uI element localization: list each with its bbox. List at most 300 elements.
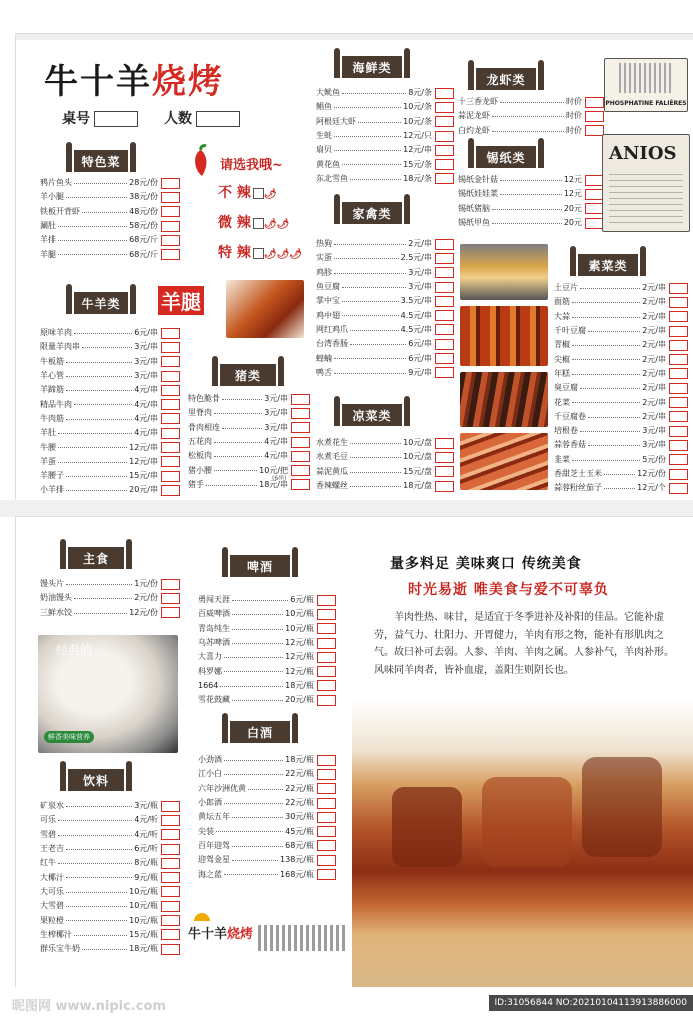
staple-list (40, 577, 180, 620)
item-name: 羊蹄筋 (40, 385, 64, 395)
dot-leader (66, 899, 127, 907)
dot-leader (350, 323, 399, 331)
menu-item-row (554, 367, 688, 381)
item-name: 蒜泥黄瓜 (316, 466, 348, 476)
item-name: 蒜蓉香菇 (554, 440, 586, 450)
menu-item-row (188, 392, 310, 406)
item-price: 2元/串 (642, 283, 666, 293)
menu-item-row (554, 338, 688, 352)
item-name: 小郎酒 (198, 798, 222, 808)
quantity-box[interactable] (317, 769, 336, 780)
item-price: 18元/盘 (403, 481, 432, 491)
quantity-box[interactable] (317, 609, 336, 620)
quantity-box[interactable] (291, 465, 310, 476)
menu-item-row (40, 483, 180, 497)
quantity-box[interactable] (435, 116, 454, 127)
quantity-box[interactable] (317, 840, 336, 851)
dot-leader (492, 124, 564, 132)
quantity-box[interactable] (585, 111, 604, 122)
quantity-box[interactable] (317, 826, 336, 837)
menu-item-row (458, 187, 604, 201)
menu-item-row (198, 796, 336, 810)
item-name: 韭菜 (554, 454, 570, 464)
item-price: 3元/串 (134, 356, 158, 366)
quantity-box[interactable] (669, 383, 688, 394)
item-price: 2元/串 (642, 368, 666, 378)
lamb-list (40, 326, 180, 498)
intro-paragraph: 羊肉性热、味甘，是适宜于冬季进补及补阳的佳品。它能补虚劳，益气力、壮阳力、开胃健力，羊肉有形之物，能补有形肌肉之气。故曰补可去弱。人参、羊肉、羊肉之属。人参补气，羊肉补形。风味同羊肉者，皆补血虚，盖阳生则阴长也。 (374, 612, 674, 676)
item-name: 鸡胗 (316, 267, 332, 277)
item-name: 白灼龙虾 (458, 125, 490, 135)
item-name: 六年沙洲优黄 (198, 783, 246, 793)
quantity-box[interactable] (435, 296, 454, 307)
item-price: 3元/串 (264, 408, 288, 418)
quantity-box[interactable] (435, 438, 454, 449)
quantity-box[interactable] (669, 483, 688, 494)
quantity-box[interactable] (435, 159, 454, 170)
quantity-box[interactable] (161, 858, 180, 869)
menu-item-row (316, 323, 454, 337)
item-price: 6元/串 (134, 328, 158, 338)
item-price: 12元 (563, 175, 582, 185)
quantity-box[interactable] (669, 440, 688, 451)
menu-item-row (554, 467, 688, 481)
menu-item-row (198, 853, 336, 867)
menu-item-row (40, 856, 180, 870)
dot-leader (334, 251, 399, 259)
quantity-box[interactable] (291, 394, 310, 405)
menu-item-row (458, 173, 604, 187)
dot-leader (232, 810, 283, 818)
quantity-box[interactable] (161, 221, 180, 232)
menu-item-row (198, 767, 336, 781)
item-price: 4.5元/串 (400, 310, 432, 320)
item-name: 网红鸡爪 (316, 324, 348, 334)
quantity-box[interactable] (161, 178, 180, 189)
item-price: 10元/把 (259, 465, 288, 475)
quantity-box[interactable] (317, 812, 336, 823)
quantity-box[interactable] (435, 239, 454, 250)
item-name: 羊排 (40, 235, 56, 245)
item-name: 松板肉 (188, 451, 212, 461)
item-name: 锡纸娃娃菜 (458, 189, 498, 199)
item-price: 2元/串 (642, 311, 666, 321)
item-name: 大蒜 (554, 311, 570, 321)
quantity-box[interactable] (317, 798, 336, 809)
menu-item-row (40, 591, 180, 605)
dot-leader (82, 205, 127, 213)
skewers-photo-2 (460, 372, 548, 427)
menu-item-row (198, 782, 336, 796)
quantity-box[interactable] (161, 607, 180, 618)
poultry-list (316, 237, 454, 380)
dot-leader (206, 478, 257, 486)
quantity-box[interactable] (161, 399, 180, 410)
quantity-box[interactable] (669, 297, 688, 308)
dot-leader (74, 176, 127, 184)
crayfish-list (458, 95, 604, 138)
item-price: 22元/瓶 (285, 769, 314, 779)
item-name: 羊腰子 (40, 471, 64, 481)
section-banner-pork: 猪类 (220, 364, 276, 386)
item-name: 江小白 (198, 769, 222, 779)
quantity-box[interactable] (435, 267, 454, 278)
dot-leader (66, 469, 127, 477)
page-gap (0, 500, 693, 517)
item-name: 牛板筋 (40, 356, 64, 366)
item-name: 馒头片 (40, 579, 64, 589)
quantity-box[interactable] (585, 97, 604, 108)
menu-item-row (316, 251, 454, 265)
quantity-box[interactable] (161, 593, 180, 604)
quantity-box[interactable] (669, 368, 688, 379)
quantity-box[interactable] (291, 451, 310, 462)
menu-item-row (316, 143, 454, 157)
dot-leader (58, 440, 127, 448)
table-number-field[interactable]: 桌号 (62, 108, 138, 128)
veg-list (554, 281, 688, 495)
item-name: 羊腿 (40, 249, 56, 259)
item-price: 10元/瓶 (129, 901, 158, 911)
quantity-box[interactable] (669, 469, 688, 480)
menu-item-row (188, 421, 310, 435)
watermark-id: ID:31056844 NO:20210104113913886000 (489, 995, 693, 1011)
menu-item-row (40, 233, 180, 247)
item-price: 6元/串 (408, 339, 432, 349)
menu-item-row (198, 636, 336, 650)
dot-leader (350, 337, 406, 345)
menu-item-row (554, 324, 688, 338)
item-name: 五花肉 (188, 437, 212, 447)
dot-leader (58, 813, 132, 821)
menu-item-row (40, 899, 180, 913)
menu-item-row (554, 295, 688, 309)
item-name: 臭豆腐 (554, 383, 578, 393)
item-name: 猪手 (188, 479, 204, 489)
menu-item-row (40, 870, 180, 884)
quantity-box[interactable] (161, 456, 180, 467)
quantity-box[interactable] (161, 801, 180, 812)
item-price: 2元/串 (642, 397, 666, 407)
dot-leader (224, 767, 283, 775)
item-name: 雪碧 (40, 829, 56, 839)
spicy-none-option[interactable]: 不 辣 🌶 (218, 185, 277, 201)
quantity-box[interactable] (161, 844, 180, 855)
item-name: 精品牛肉 (40, 399, 72, 409)
dot-leader (214, 435, 262, 443)
headline-1: 量多料足 美味爽口 传统美食 (390, 556, 582, 572)
quantity-box[interactable] (161, 249, 180, 260)
item-name: 锡纸金针菇 (458, 175, 498, 185)
dot-leader (572, 310, 640, 318)
quantity-box[interactable] (161, 471, 180, 482)
quantity-box[interactable] (161, 815, 180, 826)
quantity-box[interactable] (435, 88, 454, 99)
dot-leader (572, 352, 640, 360)
liquor-list (198, 753, 336, 882)
quantity-box[interactable] (669, 311, 688, 322)
item-name: 阿根廷大虾 (316, 116, 356, 126)
dot-leader (232, 622, 283, 630)
item-price: 3.5元/串 (400, 296, 432, 306)
item-price: 12元/串 (403, 145, 432, 155)
dot-leader (350, 436, 401, 444)
menu-item-row (316, 479, 454, 493)
item-name: 黄坛五年 (198, 812, 230, 822)
menu-item-row (316, 308, 454, 322)
quantity-box[interactable] (435, 131, 454, 142)
dot-leader (334, 351, 406, 359)
menu-item-row (198, 593, 336, 607)
dot-leader (334, 143, 401, 151)
item-price: 2元/串 (642, 340, 666, 350)
quantity-box[interactable] (669, 397, 688, 408)
dot-leader (74, 326, 132, 334)
item-price: 2元/串 (408, 239, 432, 249)
item-name: 果粒橙 (40, 915, 64, 925)
menu-item-row (316, 237, 454, 251)
item-name: 百年迎驾 (198, 840, 230, 850)
phosphatine-ad: PHOSPHATINE FALIÈRES (604, 58, 688, 112)
quantity-box[interactable] (317, 755, 336, 766)
menu-item-row (40, 369, 180, 383)
dot-leader (580, 424, 640, 432)
dot-leader (350, 172, 401, 180)
quantity-box[interactable] (317, 783, 336, 794)
item-name: 雪花鼓藏 (198, 695, 230, 705)
quantity-box[interactable] (161, 944, 180, 955)
item-name: 蝗蝻 (316, 353, 332, 363)
item-price: 3元/串 (642, 440, 666, 450)
item-price: 3元/串 (408, 267, 432, 277)
spicy-prompt: 请选我哦~ (220, 158, 283, 173)
menu-item-row (40, 412, 180, 426)
dot-leader (588, 324, 640, 332)
quantity-box[interactable] (161, 356, 180, 367)
menu-item-row (188, 406, 310, 420)
item-price: 20元 (563, 218, 582, 228)
item-price: 20元/串 (129, 485, 158, 495)
item-price: 30元/瓶 (285, 812, 314, 822)
quantity-box[interactable] (161, 206, 180, 217)
item-name: 科罗娜 (198, 666, 222, 676)
menu-item-row (198, 839, 336, 853)
quantity-box[interactable] (291, 479, 310, 490)
dot-leader (74, 591, 132, 599)
menu-item-row (40, 426, 180, 440)
quantity-box[interactable] (435, 145, 454, 156)
quantity-box[interactable] (435, 253, 454, 264)
item-price: 20元 (563, 203, 582, 213)
item-price: 时价 (566, 97, 582, 107)
quantity-box[interactable] (317, 595, 336, 606)
item-price: 38元/份 (129, 192, 158, 202)
menu-item-row (40, 606, 180, 620)
menu-item-row (40, 205, 180, 219)
quantity-box[interactable] (161, 192, 180, 203)
quantity-box[interactable] (669, 283, 688, 294)
item-name: 生榨椰汁 (40, 929, 72, 939)
dot-leader (350, 450, 401, 458)
quantity-box[interactable] (161, 829, 180, 840)
quantity-box[interactable] (435, 452, 454, 463)
quantity-box[interactable] (317, 855, 336, 866)
foil-dish-photo (460, 244, 548, 300)
quantity-box[interactable] (161, 872, 180, 883)
item-name: 锡纸甲鱼 (458, 218, 490, 228)
spicy-mild-option[interactable]: 微 辣 🌶🌶 (218, 215, 290, 231)
item-price: 3元/串 (264, 394, 288, 404)
menu-item-row (316, 86, 454, 100)
item-name: 香甜芝士玉米 (554, 469, 602, 478)
dot-leader (232, 636, 283, 644)
dot-leader (500, 187, 562, 195)
item-price: 12元 (563, 189, 582, 199)
section-banner-veg: 素菜类 (578, 254, 638, 276)
item-name: 铁板开背虾 (40, 206, 80, 216)
menu-item-row (458, 109, 604, 123)
dot-leader (604, 481, 635, 489)
quantity-box[interactable] (161, 413, 180, 424)
quantity-box[interactable] (161, 371, 180, 382)
item-name: 培根卷 (554, 426, 578, 436)
quantity-box[interactable] (669, 411, 688, 422)
section-banner-lamb: 牛羊类 (74, 292, 128, 314)
headline-2: 时光易逝 唯美食与爱不可辜负 (408, 582, 609, 598)
item-name: 羊肚 (40, 428, 56, 438)
quantity-box[interactable] (161, 385, 180, 396)
watermark-logo: 昵图网 www.nipic.com (12, 999, 166, 1014)
menu-item-row (316, 157, 454, 171)
quantity-box[interactable] (161, 915, 180, 926)
quantity-box[interactable] (435, 282, 454, 293)
quantity-box[interactable] (161, 886, 180, 897)
people-count-field[interactable]: 人数 (164, 108, 240, 128)
quantity-box[interactable] (161, 328, 180, 339)
dot-leader (82, 942, 127, 950)
item-price: 15元/串 (129, 471, 158, 481)
quantity-box[interactable] (435, 339, 454, 350)
menu-item-row (40, 885, 180, 899)
item-price: 6元/听 (134, 844, 158, 854)
item-price: 4元/听 (134, 815, 158, 825)
menu-item-row (40, 247, 180, 261)
menu-item-row (40, 326, 180, 340)
quantity-box[interactable] (669, 340, 688, 351)
menu-item-row (198, 607, 336, 621)
quantity-box[interactable] (161, 929, 180, 940)
dot-leader (334, 237, 406, 245)
item-name: 青岛纯生 (198, 623, 230, 633)
dot-leader (66, 383, 132, 391)
quantity-box[interactable] (435, 324, 454, 335)
quantity-box[interactable] (291, 437, 310, 448)
roast-lamb-photo (352, 697, 693, 987)
item-price: 10元/条 (403, 116, 432, 126)
quantity-box[interactable] (435, 353, 454, 364)
quantity-box[interactable] (435, 481, 454, 492)
dot-leader (342, 308, 399, 316)
dot-leader (66, 577, 132, 585)
dot-leader (66, 483, 127, 491)
quantity-box[interactable] (317, 652, 336, 663)
quantity-box[interactable] (161, 235, 180, 246)
quantity-box[interactable] (161, 442, 180, 453)
dot-leader (572, 338, 640, 346)
item-name: 土豆片 (554, 283, 578, 293)
item-name: 乌苏啤酒 (198, 638, 230, 648)
dot-leader (66, 190, 127, 198)
item-name: 水煮毛豆 (316, 452, 348, 462)
quantity-box[interactable] (161, 901, 180, 912)
quantity-box[interactable] (435, 466, 454, 477)
item-name: 蒜泥龙虾 (458, 111, 490, 121)
quantity-box[interactable] (291, 408, 310, 419)
quantity-box[interactable] (317, 638, 336, 649)
menu-item-row (188, 435, 310, 449)
quantity-box[interactable] (669, 354, 688, 365)
quantity-box[interactable] (291, 422, 310, 433)
quantity-box[interactable] (317, 695, 336, 706)
menu-item-row (198, 824, 336, 838)
quantity-box[interactable] (161, 428, 180, 439)
quantity-box[interactable] (317, 623, 336, 634)
quantity-box[interactable] (669, 426, 688, 437)
seafood-list (316, 86, 454, 186)
item-price: 2.5元/串 (400, 253, 432, 263)
item-price: 2元/串 (642, 297, 666, 307)
item-price: 10元/瓶 (285, 609, 314, 619)
quantity-box[interactable] (161, 485, 180, 496)
menu-item-row (554, 410, 688, 424)
quantity-box[interactable] (435, 173, 454, 184)
quantity-box[interactable] (161, 579, 180, 590)
item-name: 迎驾金星 (198, 855, 230, 865)
quantity-box[interactable] (161, 342, 180, 353)
quantity-box[interactable] (317, 869, 336, 880)
section-banner-crayfish: 龙虾类 (476, 68, 536, 90)
dot-leader (232, 853, 278, 861)
item-price: 18元/瓶 (129, 944, 158, 954)
quantity-box[interactable] (435, 367, 454, 378)
item-price: 68元/瓶 (285, 840, 314, 850)
dot-leader (66, 842, 132, 850)
item-price: 10元/瓶 (129, 886, 158, 896)
item-name: 尖装 (198, 826, 214, 836)
spicy-hot-option[interactable]: 特 辣 🌶🌶🌶 (218, 245, 302, 261)
item-price: 10元/瓶 (129, 915, 158, 925)
quantity-box[interactable] (669, 326, 688, 337)
skewers-photo-1 (460, 306, 548, 366)
menu-item-row (40, 397, 180, 411)
dot-leader (66, 369, 132, 377)
quantity-box[interactable] (435, 310, 454, 321)
quantity-box[interactable] (435, 102, 454, 113)
item-price: 12元/瓶 (285, 638, 314, 648)
item-price: 12元/份 (129, 607, 158, 617)
item-price: 4元/串 (134, 399, 158, 409)
item-name: 蒜蓉粉丝茄子 (554, 483, 602, 493)
dot-leader (588, 438, 640, 446)
item-name: 生蚝 (316, 131, 332, 141)
item-name: 十三香龙虾 (458, 97, 498, 107)
quantity-box[interactable] (669, 454, 688, 465)
menu-item-row (316, 436, 454, 450)
quantity-box[interactable] (317, 680, 336, 691)
item-price: 3元/串 (134, 342, 158, 352)
quantity-box[interactable] (317, 666, 336, 677)
item-price: 138元/瓶 (280, 855, 314, 865)
